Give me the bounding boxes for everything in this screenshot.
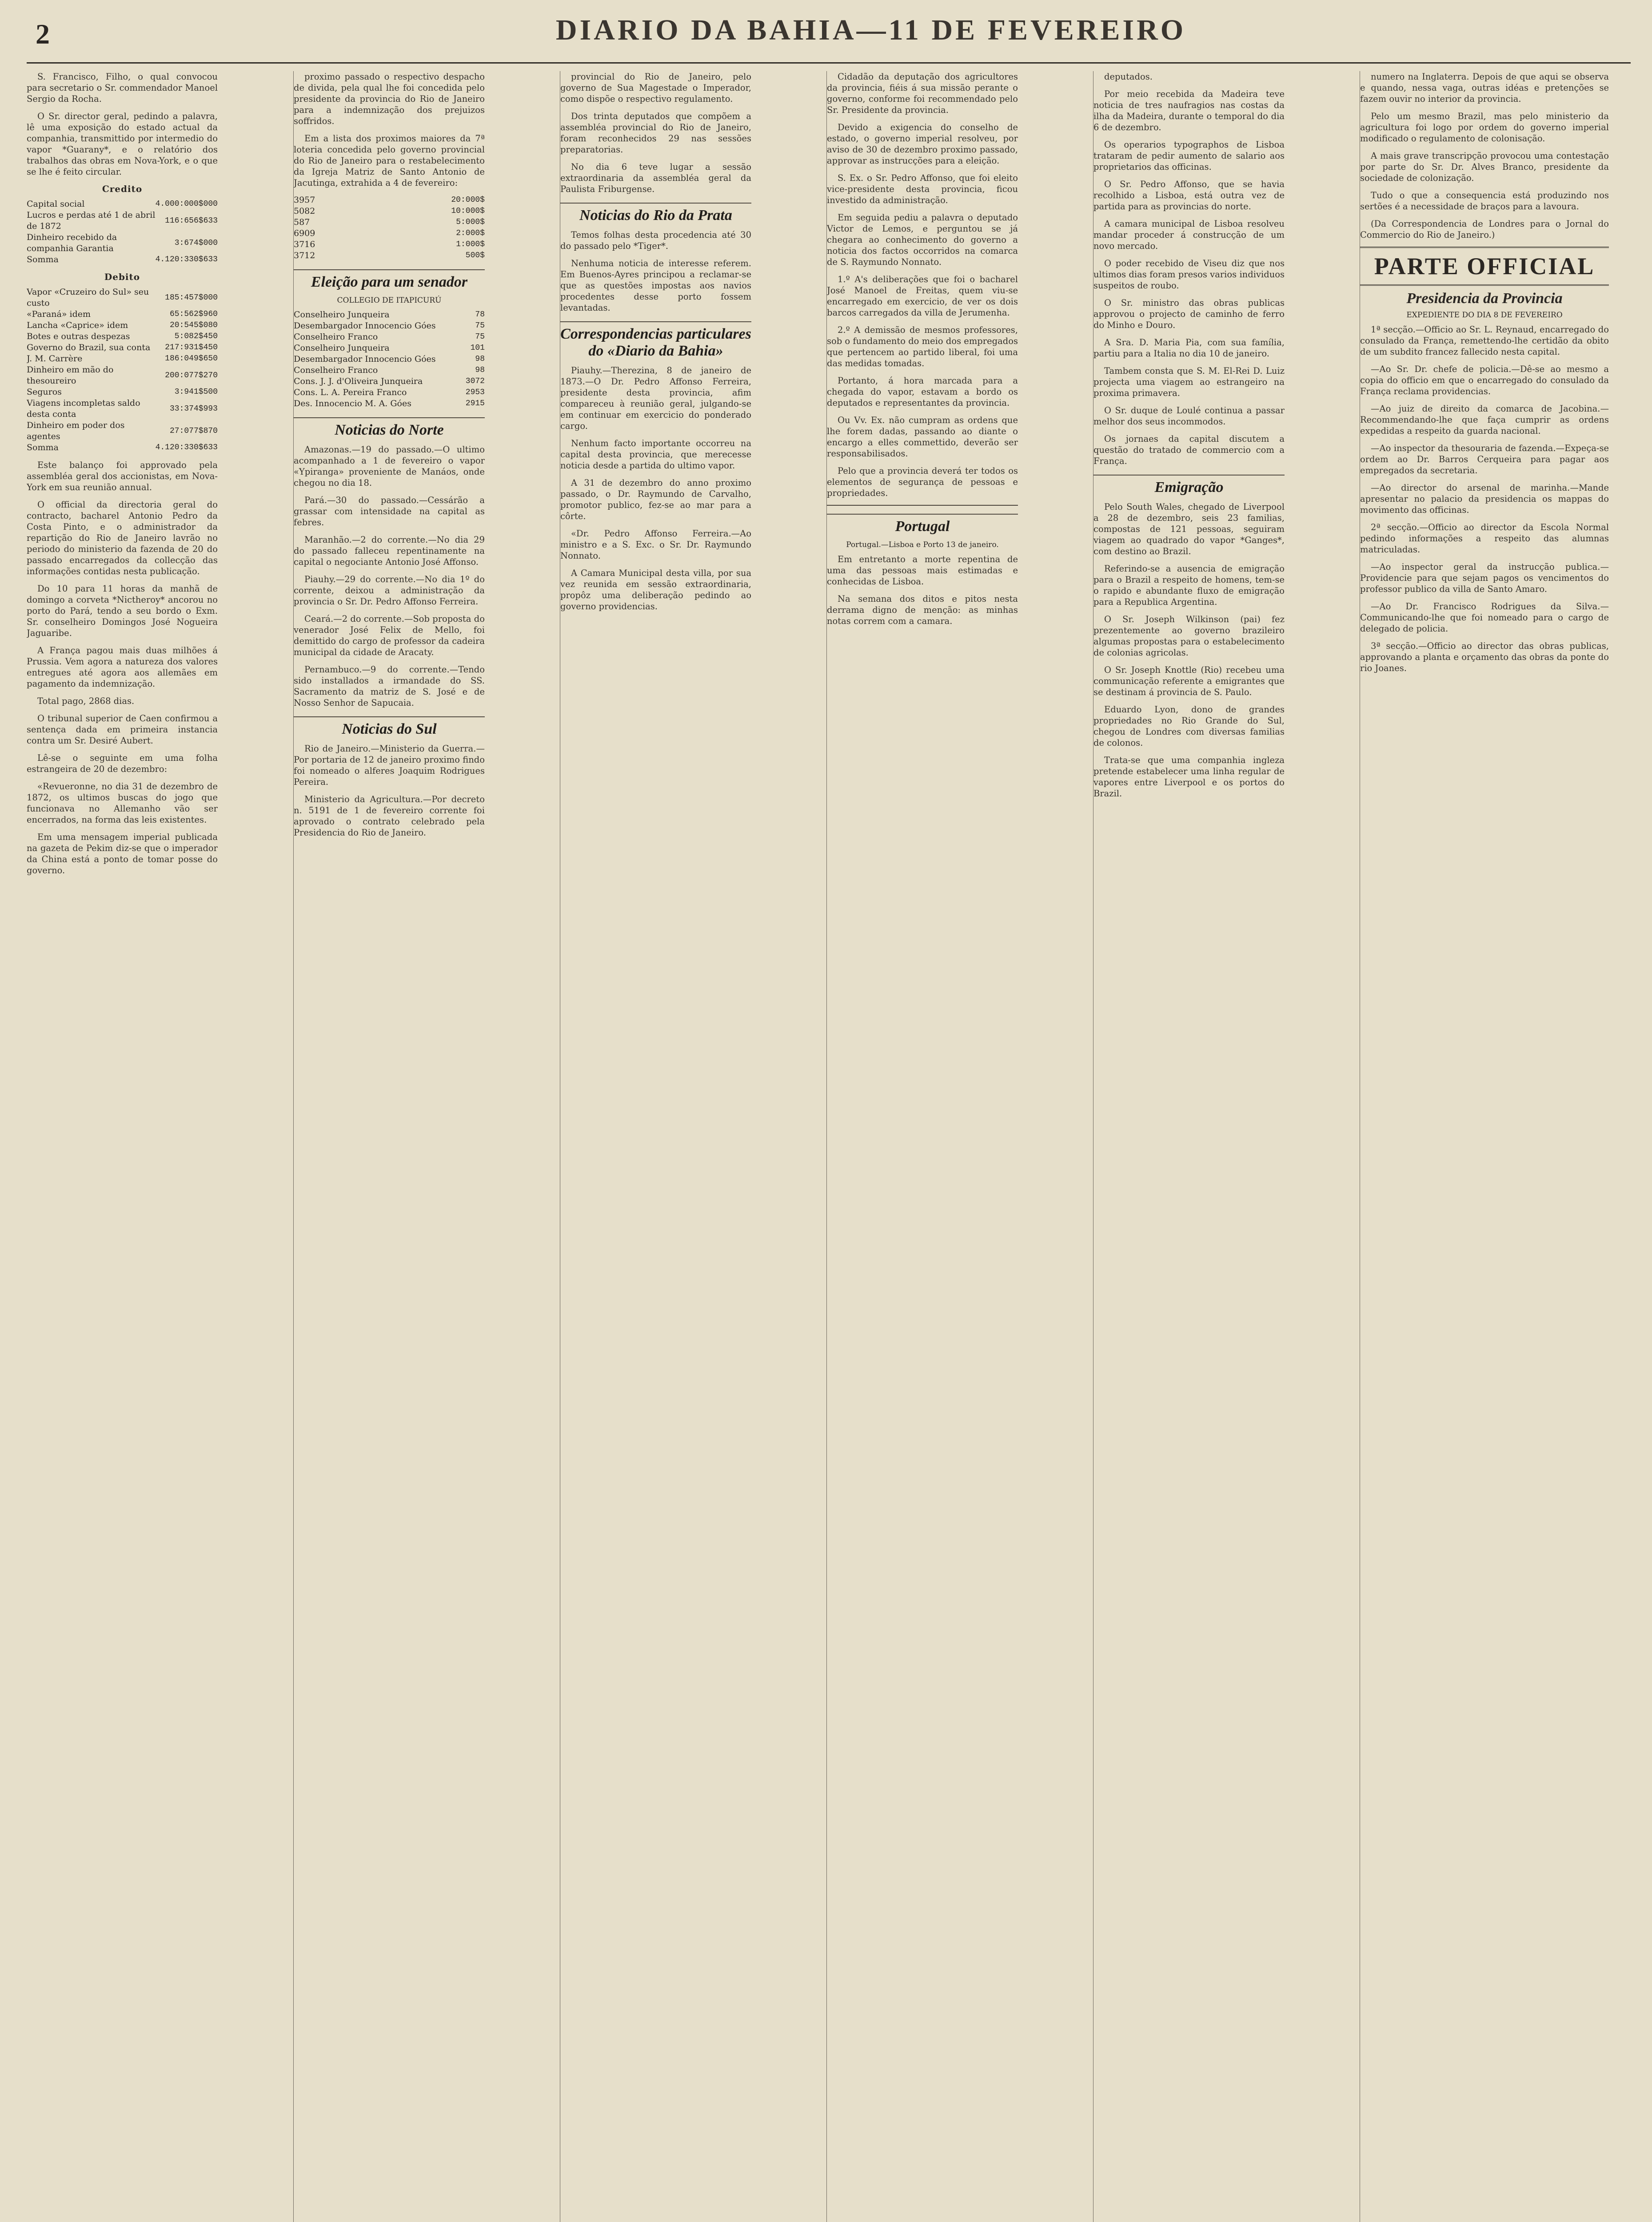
article-paragraph: A mais grave transcripção provocou uma contestação por parte do Sr. Dr. Alves Branco, presidente da sociedade de colonização. <box>1360 151 1609 183</box>
ledger-debit-table <box>27 287 218 453</box>
article-paragraph: A França pagou mais duas milhões á Prussia. Vem agora a natureza dos valores entregues até agora aos allemães em pagamento da indemnização. <box>27 645 218 689</box>
lottery-prize: 20:000$ <box>451 196 485 204</box>
section-divider <box>827 505 1018 506</box>
article-paragraph: Cidadão da deputação dos agricultores da provincia, fiéis á sua missão perante o governo, conforme foi recommendado pelo Sr. Presidente da provincia. <box>827 72 1018 115</box>
article-paragraph: —Ao Dr. Francisco Rodrigues da Silva.—Communicando-lhe que foi nomeado para o cargo de delegado de policia. <box>1360 601 1609 634</box>
lottery-number: 5082 <box>294 206 315 216</box>
ledger-credit-table <box>27 199 218 265</box>
article-paragraph: Lê-se o seguinte em uma folha estrangeira de 20 de dezembro: <box>27 753 218 774</box>
ledger-label: Botes e outras despezas <box>27 332 130 341</box>
article-paragraph: Ministerio da Agricultura.—Por decreto n. 5191 de 1 de fevereiro corrente foi aprovado o contrato celebrado pela Presidencia do Rio de Janeiro. <box>294 794 485 838</box>
candidate-name: Desembargador Innocencio Góes <box>294 321 436 331</box>
article-paragraph: Pará.—30 do passado.—Cessárão a grassar com intensidade na capital as febres. <box>294 495 485 528</box>
vote-count: 98 <box>475 366 485 375</box>
table-row <box>294 343 485 354</box>
article-paragraph: Os jornaes da capital discutem a questão do tratado de commercio com a França. <box>1093 434 1285 466</box>
article-paragraph: —Ao Sr. Dr. chefe de policia.—Dê-se ao mesmo a copia do officio em que o encarregado do consulado da França reclama providencias. <box>1360 364 1609 396</box>
ledger-label: Somma <box>27 443 59 452</box>
article-paragraph: O tribunal superior de Caen confirmou a sentença dada em primeira instancia contra um Sr. Desiré Aubert. <box>27 713 218 746</box>
article-paragraph: O Sr. Pedro Affonso, que se havia recolhido a Lisboa, está outra vez de partida para as provincias do norte. <box>1093 179 1285 212</box>
masthead-title: DIARIO DA BAHIA—11 DE FEVEREIRO <box>555 14 1186 46</box>
column-2 <box>293 71 485 2222</box>
ledger-value: 4.120:330$633 <box>155 255 218 264</box>
article-paragraph: 2.º A demissão de mesmos professores, sob o fundamento do meio dos empregados que pertencem ao partido liberal, foi uma das medidas tomadas. <box>827 325 1018 368</box>
article-paragraph: 1ª secção.—Officio ao Sr. L. Reynaud, encarregado do consulado da França, remettendo-lhe certidão da obito de um subdito francez fallecido nesta capital. <box>1360 324 1609 357</box>
table-row <box>27 364 218 387</box>
lottery-prize: 1:000$ <box>456 240 485 249</box>
official-section-title: PARTE OFFICIAL <box>1360 247 1609 286</box>
table-row <box>294 217 485 228</box>
article-paragraph: Trata-se que uma companhia ingleza pretende estabelecer uma linha regular de vapores entre Liverpool e os portos do Brazil. <box>1093 755 1285 799</box>
table-row <box>27 320 218 331</box>
article-paragraph: No dia 6 teve lugar a sessão extraordinaria da assembléa geral da Paulista Friburgense. <box>560 162 751 194</box>
article-paragraph: Rio de Janeiro.—Ministerio da Guerra.—Por portaria de 12 de janeiro proximo findo foi nomeado o alferes Joaquim Rodrigues Pereira. <box>294 743 485 787</box>
article-paragraph: O Sr. duque de Loulé continua a passar melhor dos seus incommodos. <box>1093 405 1285 427</box>
table-row <box>27 331 218 342</box>
ledger-label: Lancha «Caprice» idem <box>27 320 128 330</box>
columns <box>27 71 1631 2222</box>
article-paragraph: Tambem consta que S. M. El-Rei D. Luiz projecta uma viagem ao estrangeiro na proxima primavera. <box>1093 366 1285 398</box>
article-paragraph: O poder recebido de Viseu diz que nos ultimos dias foram presos varios individuos suspeitos de roubo. <box>1093 258 1285 291</box>
lottery-number: 3712 <box>294 251 315 260</box>
article-paragraph: O Sr. Joseph Wilkinson (pai) fez prezentemente ao governo brazileiro algumas propostas para o estabelecimento de colonias agricolas. <box>1093 614 1285 658</box>
article-paragraph: Em uma mensagem imperial publicada na gazeta de Pekim diz-se que o imperador da China está a ponto de tomar posse do governo. <box>27 832 218 875</box>
lottery-number: 3716 <box>294 240 315 249</box>
ledger-value: 27:077$870 <box>169 426 218 436</box>
ledger-label: Governo do Brazil, sua conta <box>27 343 151 352</box>
ledger-label: J. M. Carrère <box>27 354 83 364</box>
section-heading: Portugal <box>827 514 1018 535</box>
table-row <box>294 354 485 365</box>
lottery-number: 6909 <box>294 228 315 238</box>
section-heading: Noticias do Norte <box>294 417 485 439</box>
ledger-label: Dinheiro recebido da companhia Garantia <box>27 232 117 253</box>
article-paragraph: A camara municipal de Lisboa resolveu mandar proceder á construcção de um novo mercado. <box>1093 219 1285 251</box>
article-paragraph: proximo passado o respectivo despacho de divida, pela qual lhe foi concedida pelo presidente da provincia do Rio de Janeiro para a indemnização dos prejuizos soffridos. <box>294 72 485 126</box>
ledger-label: Viagens incompletas saldo desta conta <box>27 398 140 419</box>
article-paragraph: Portanto, á hora marcada para a chegada do vapor, estavam a bordo os deputados e representantes da provincia. <box>827 376 1018 408</box>
article-paragraph: O Sr. Joseph Knottle (Rio) recebeu uma communicação referente a emigrantes que se destinam á provincia de S. Paulo. <box>1093 665 1285 697</box>
column-3 <box>560 71 751 2222</box>
table-row <box>294 398 485 409</box>
article-paragraph: Na semana dos ditos e pitos nesta derrama digno de menção: as minhas notas correm com a camara. <box>827 594 1018 626</box>
article-paragraph: Em a lista dos proximos maiores da 7ª loteria concedida pelo governo provincial do Rio de Janeiro para o restabelecimento da Igreja Matriz de Santo Antonio de Jacutinga, extrahida a 4 de fevereiro: <box>294 133 485 188</box>
ledger-value: 185:457$000 <box>165 293 218 302</box>
article-paragraph: Pernambuco.—9 do corrente.—Tendo sido installados a irmandade do SS. Sacramento da matriz de S. José e de Nosso Senhor de Sapucaia. <box>294 664 485 708</box>
section-heading: Presidencia da Provincia <box>1406 290 1563 307</box>
article-paragraph: (Da Correspondencia de Londres para o Jornal do Commercio do Rio de Janeiro.) <box>1360 219 1609 240</box>
ledger-label: Capital social <box>27 199 85 209</box>
article-paragraph: Do 10 para 11 horas da manhã de domingo a corveta *Nictheroy* ancorou no porto do Pará, tendo a seu bordo o Exm. Sr. conselheiro Domingos José Nogueira Jaguaribe. <box>27 583 218 638</box>
ledger-value: 65:562$960 <box>169 310 218 319</box>
section-subheading: EXPEDIENTE DO DIA 8 DE FEVEREIRO <box>1406 311 1563 320</box>
table-row <box>27 398 218 420</box>
article-paragraph: provincial do Rio de Janeiro, pelo governo de Sua Magestade o Imperador, como dispõe o respectivo regulamento. <box>560 72 751 104</box>
ledger-label: Vapor «Cruzeiro do Sul» seu custo <box>27 287 149 308</box>
article-paragraph: Os operarios typographos de Lisboa trataram de pedir aumento de salario aos proprietarios das officinas. <box>1093 140 1285 172</box>
article-paragraph: A 31 de dezembro do anno proximo passado, o Dr. Raymundo de Carvalho, promotor publico, fez-se ao mar para a côrte. <box>560 478 751 521</box>
article-paragraph: Pelo que a provincia deverá ter todos os elementos de segurança de pessoas e propriedades. <box>827 466 1018 498</box>
ledger-value: 186:049$650 <box>165 354 218 363</box>
ledger-value: 33:374$993 <box>169 404 218 413</box>
lottery-number: 587 <box>294 217 310 227</box>
section-heading: Emigração <box>1093 475 1285 496</box>
article-paragraph: Dos trinta deputados que compõem a assembléa provincial do Rio de Janeiro, foram reconhecidos 29 nas sessões preparatorias. <box>560 111 751 155</box>
vote-count: 2953 <box>465 388 485 397</box>
article-paragraph: A Sra. D. Maria Pia, com sua família, partiu para a Italia no dia 10 de janeiro. <box>1093 337 1285 359</box>
vote-count: 101 <box>470 344 485 352</box>
candidate-name: Conselheiro Franco <box>294 365 378 375</box>
section-subheading: Portugal.—Lisboa e Porto 13 de janeiro. <box>846 540 999 549</box>
article-paragraph: Eduardo Lyon, dono de grandes propriedades no Rio Grande do Sul, chegou de Londres com diversas familias de colonos. <box>1093 704 1285 748</box>
article-paragraph: Referindo-se a ausencia de emigração para o Brazil a respeito de homens, tem-se o rapido e abundante fluxo de emigração para a Republica Argentina. <box>1093 563 1285 607</box>
vote-count: 78 <box>475 310 485 319</box>
table-row <box>294 250 485 261</box>
section-heading: Correspondencias particulares do «Diario da Bahia» <box>560 321 751 360</box>
article-paragraph: O Sr. ministro das obras publicas approvou o projecto de caminho de ferro do Minho e Douro. <box>1093 298 1285 330</box>
article-paragraph: Piauhy.—29 do corrente.—No dia 1º do corrente, deixou a administração da provincia o Sr. Dr. Pedro Affonso Ferreira. <box>294 574 485 607</box>
column-6 <box>1360 71 1609 2222</box>
table-row <box>294 387 485 398</box>
table-row <box>27 287 218 309</box>
table-row <box>294 376 485 387</box>
section-heading: Noticias do Rio da Prata <box>560 203 751 224</box>
table-row <box>27 353 218 364</box>
lottery-number: 3957 <box>294 195 315 205</box>
ledger-value: 217:931$450 <box>165 343 218 352</box>
candidate-name: Conselheiro Junqueira <box>294 310 390 320</box>
table-row <box>27 309 218 320</box>
candidate-name: Conselheiro Junqueira <box>294 343 390 353</box>
column-4 <box>826 71 1018 2222</box>
column-5 <box>1093 71 1285 2222</box>
article-paragraph: deputados. <box>1104 72 1153 82</box>
vote-count: 98 <box>475 355 485 364</box>
ledger-value: 116:656$633 <box>165 216 218 225</box>
ledger-value: 3:674$000 <box>174 238 218 248</box>
article-paragraph: Em seguida pediu a palavra o deputado Victor de Lemos, e perguntou se já chegara ao conhecimento do governo a noticia dos factos occorridos na comarca de S. Raymundo Nonnato. <box>827 212 1018 267</box>
table-row <box>27 210 218 232</box>
table-row <box>27 199 218 210</box>
section-subheading: COLLEGIO DE ITAPICURÚ <box>337 296 442 305</box>
article-paragraph: Maranhão.—2 do corrente.—No dia 29 do passado falleceu repentinamente na capital o negociante Antonio José Affonso. <box>294 535 485 567</box>
vote-count: 75 <box>475 321 485 330</box>
ledger-value: 4.120:330$633 <box>155 443 218 452</box>
lottery-prize: 10:000$ <box>451 207 485 216</box>
article-paragraph: —Ao inspector da thesouraria de fazenda.—Expeça-se ordem ao Dr. Barros Cerqueira para pagar aos empregados da secretaria. <box>1360 443 1609 476</box>
table-row <box>294 320 485 332</box>
ledger-credit-title: Credito <box>102 184 143 194</box>
article-paragraph: Amazonas.—19 do passado.—O ultimo acompanhado a 1 de fevereiro o vapor «Ypiranga» proveniente de Manáos, onde chegou no dia 18. <box>294 444 485 488</box>
lottery-prize: 500$ <box>465 251 485 260</box>
article-paragraph: «Dr. Pedro Affonso Ferreira.—Ao ministro e a S. Exc. o Sr. Dr. Raymundo Nonnato. <box>560 528 751 561</box>
table-row <box>27 442 218 453</box>
lottery-table <box>294 195 485 261</box>
ledger-value: 3:941$500 <box>174 388 218 396</box>
table-row <box>27 254 218 265</box>
election-table <box>294 309 485 409</box>
article-paragraph: —Ao juiz de direito da comarca de Jacobina.—Recommendando-lhe que faça cumprir as ordens expedidas a respeito da guarda nacional. <box>1360 404 1609 436</box>
table-row <box>294 309 485 320</box>
ledger-value: 20:545$080 <box>169 321 218 330</box>
candidate-name: Conselheiro Franco <box>294 332 378 342</box>
article-paragraph: numero na Inglaterra. Depois de que aqui se observa e quando, nessa vaga, outras idéas e pretenções se fazem ouvir no interior da provincia. <box>1360 72 1609 104</box>
ledger-value: 5:082$450 <box>174 332 218 341</box>
ledger-label: Somma <box>27 255 59 264</box>
page-header <box>27 13 1631 64</box>
ledger-label: Dinheiro em poder dos agentes <box>27 420 125 441</box>
article-paragraph: 3ª secção.—Officio ao director das obras publicas, approvando a planta e orçamento das obras da ponte do rio Joanes. <box>1360 641 1609 673</box>
vote-count: 2915 <box>465 399 485 408</box>
article-paragraph: A Camara Municipal desta villa, por sua vez reunida em sessão extraordinaria, propôz uma deliberação pedindo ao governo providencias. <box>560 568 751 611</box>
column-1 <box>27 71 218 2222</box>
section-heading: Eleição para um senador <box>294 269 485 291</box>
article-paragraph: Temos folhas desta procedencia até 30 do passado pelo *Tiger*. <box>560 230 751 251</box>
article-paragraph: Nenhuma noticia de interesse referem. Em Buenos-Ayres principou a reclamar-se que as questões impostas aos navios procedentes desse porto fossem levantadas. <box>560 258 751 313</box>
vote-count: 3072 <box>465 377 485 386</box>
article-paragraph: S. Francisco, Filho, o qual convocou para secretario o Sr. commendador Manoel Sergio da Rocha. <box>27 72 218 104</box>
table-row <box>27 387 218 398</box>
article-paragraph: 1.º A's deliberações que foi o bacharel José Manoel de Freitas, quem viu-se encarregado em exercicio, de ver os dois barcos carregados da villa de Jerumenha. <box>827 274 1018 318</box>
candidate-name: Desembargador Innocencio Góes <box>294 354 436 364</box>
article-paragraph: Total pago, 2868 dias. <box>37 696 135 706</box>
table-row <box>294 206 485 217</box>
article-paragraph: S. Ex. o Sr. Pedro Affonso, que foi eleito vice-presidente desta provincia, ficou investido da administração. <box>827 173 1018 205</box>
table-row <box>294 195 485 206</box>
article-paragraph: O Sr. director geral, pedindo a palavra, lê uma exposição do estado actual da companhia, transmittido por intermedio do vapor *Guarany*, e o relatório dos trabalhos das obras em Nova-York, e o que se lhe é feito circular. <box>27 111 218 177</box>
article-paragraph: Devido a exigencia do conselho de estado, o governo imperial resolveu, por aviso de 30 de dezembro proximo passado, approvar as instrucções para a eleição. <box>827 122 1018 166</box>
article-paragraph: —Ao director do arsenal de marinha.—Mande apresentar no palacio da presidencia os mappas do movimento das officinas. <box>1360 483 1609 515</box>
candidate-name: Cons. L. A. Pereira Franco <box>294 388 407 397</box>
lottery-prize: 5:000$ <box>456 218 485 227</box>
article-paragraph: —Ao inspector geral da instrucção publica.—Providencie para que sejam pagos os vencimentos do professor publico da villa de Santo Amaro. <box>1360 562 1609 594</box>
article-paragraph: Em entretanto a morte repentina de uma das pessoas mais estimadas e conhecidas de Lisboa. <box>827 554 1018 587</box>
article-paragraph: Ou Vv. Ex. não cumpram as ordens que lhe forem dadas, passando ao diante o encargo a elles commettido, deverão ser responsabilisados. <box>827 415 1018 459</box>
ledger-value: 200:077$270 <box>165 371 218 380</box>
article-paragraph: Pelo South Wales, chegado de Liverpool a 28 de dezembro, seis 23 familias, compostas de 121 pessoas, seguiram viagem ao quadrado do vapor *Ganges*, com destino ao Brazil. <box>1093 502 1285 556</box>
article-paragraph: Ceará.—2 do corrente.—Sob proposta do venerador José Felix de Mello, foi demittido do cargo de professor da cadeira municipal da cidade de Aracaty. <box>294 614 485 657</box>
candidate-name: Des. Innocencio M. A. Góes <box>294 399 411 408</box>
article-paragraph: «Revueronne, no dia 31 de dezembro de 1872, os ultimos buscas do jogo que funcionava no Allemanho vão ser encerrados, na forma das leis existentes. <box>27 781 218 825</box>
article-paragraph: Este balanço foi approvado pela assembléa geral dos accionistas, em Nova-York em sua reunião annual. <box>27 460 218 492</box>
lottery-prize: 2:000$ <box>456 229 485 238</box>
candidate-name: Cons. J. J. d'Oliveira Junqueira <box>294 376 423 386</box>
article-paragraph: Nenhum facto importante occorreu na capital desta provincia, que merecesse noticia desde a partida do ultimo vapor. <box>560 438 751 471</box>
ledger-label: Seguros <box>27 387 62 397</box>
ledger-debit-title: Debito <box>104 272 140 282</box>
ledger-label: Lucros e perdas até 1 de abril de 1872 <box>27 210 156 231</box>
article-paragraph: 2ª secção.—Officio ao director da Escola Normal pedindo informações a respeito das alumnas matriculadas. <box>1360 522 1609 555</box>
table-row <box>27 342 218 353</box>
article-paragraph: O official da directoria geral do contracto, bacharel Antonio Pedro da Costa Pinto, e o administrador da repartição do Rio de Janeiro lavrão no periodo do ministerio da fazenda de 20 do passado encarregados da collecção das informações contidas nesta publicação. <box>27 500 218 576</box>
ledger-label: «Paraná» idem <box>27 309 91 319</box>
table-row <box>294 332 485 343</box>
vote-count: 75 <box>475 332 485 341</box>
article-paragraph: Tudo o que a consequencia está produzindo nos sertões é a necessidade de braços para a lavoura. <box>1360 190 1609 212</box>
table-row <box>294 239 485 250</box>
section-heading: Noticias do Sul <box>294 716 485 738</box>
table-row <box>294 365 485 376</box>
article-paragraph: Pelo um mesmo Brazil, mas pelo ministerio da agricultura foi logo por ordem do governo imperial modificado o regulamento de colonisação. <box>1360 111 1609 144</box>
table-row <box>294 228 485 239</box>
table-row <box>27 232 218 254</box>
ledger-value: 4.000:000$000 <box>155 200 218 208</box>
table-row <box>27 420 218 442</box>
page-number: 2 <box>36 18 50 50</box>
ledger-label: Dinheiro em mão do thesoureiro <box>27 365 114 386</box>
article-paragraph: Piauhy.—Therezina, 8 de janeiro de 1873.—O Dr. Pedro Affonso Ferreira, presidente desta provincia, afim compareceu à reunião geral, julgando-se em continuar em exercicio do ponderado cargo. <box>560 365 751 431</box>
article-paragraph: Por meio recebida da Madeira teve noticia de tres naufragios nas costas da ilha da Madeira, durante o temporal do dia 6 de dezembro. <box>1093 89 1285 132</box>
